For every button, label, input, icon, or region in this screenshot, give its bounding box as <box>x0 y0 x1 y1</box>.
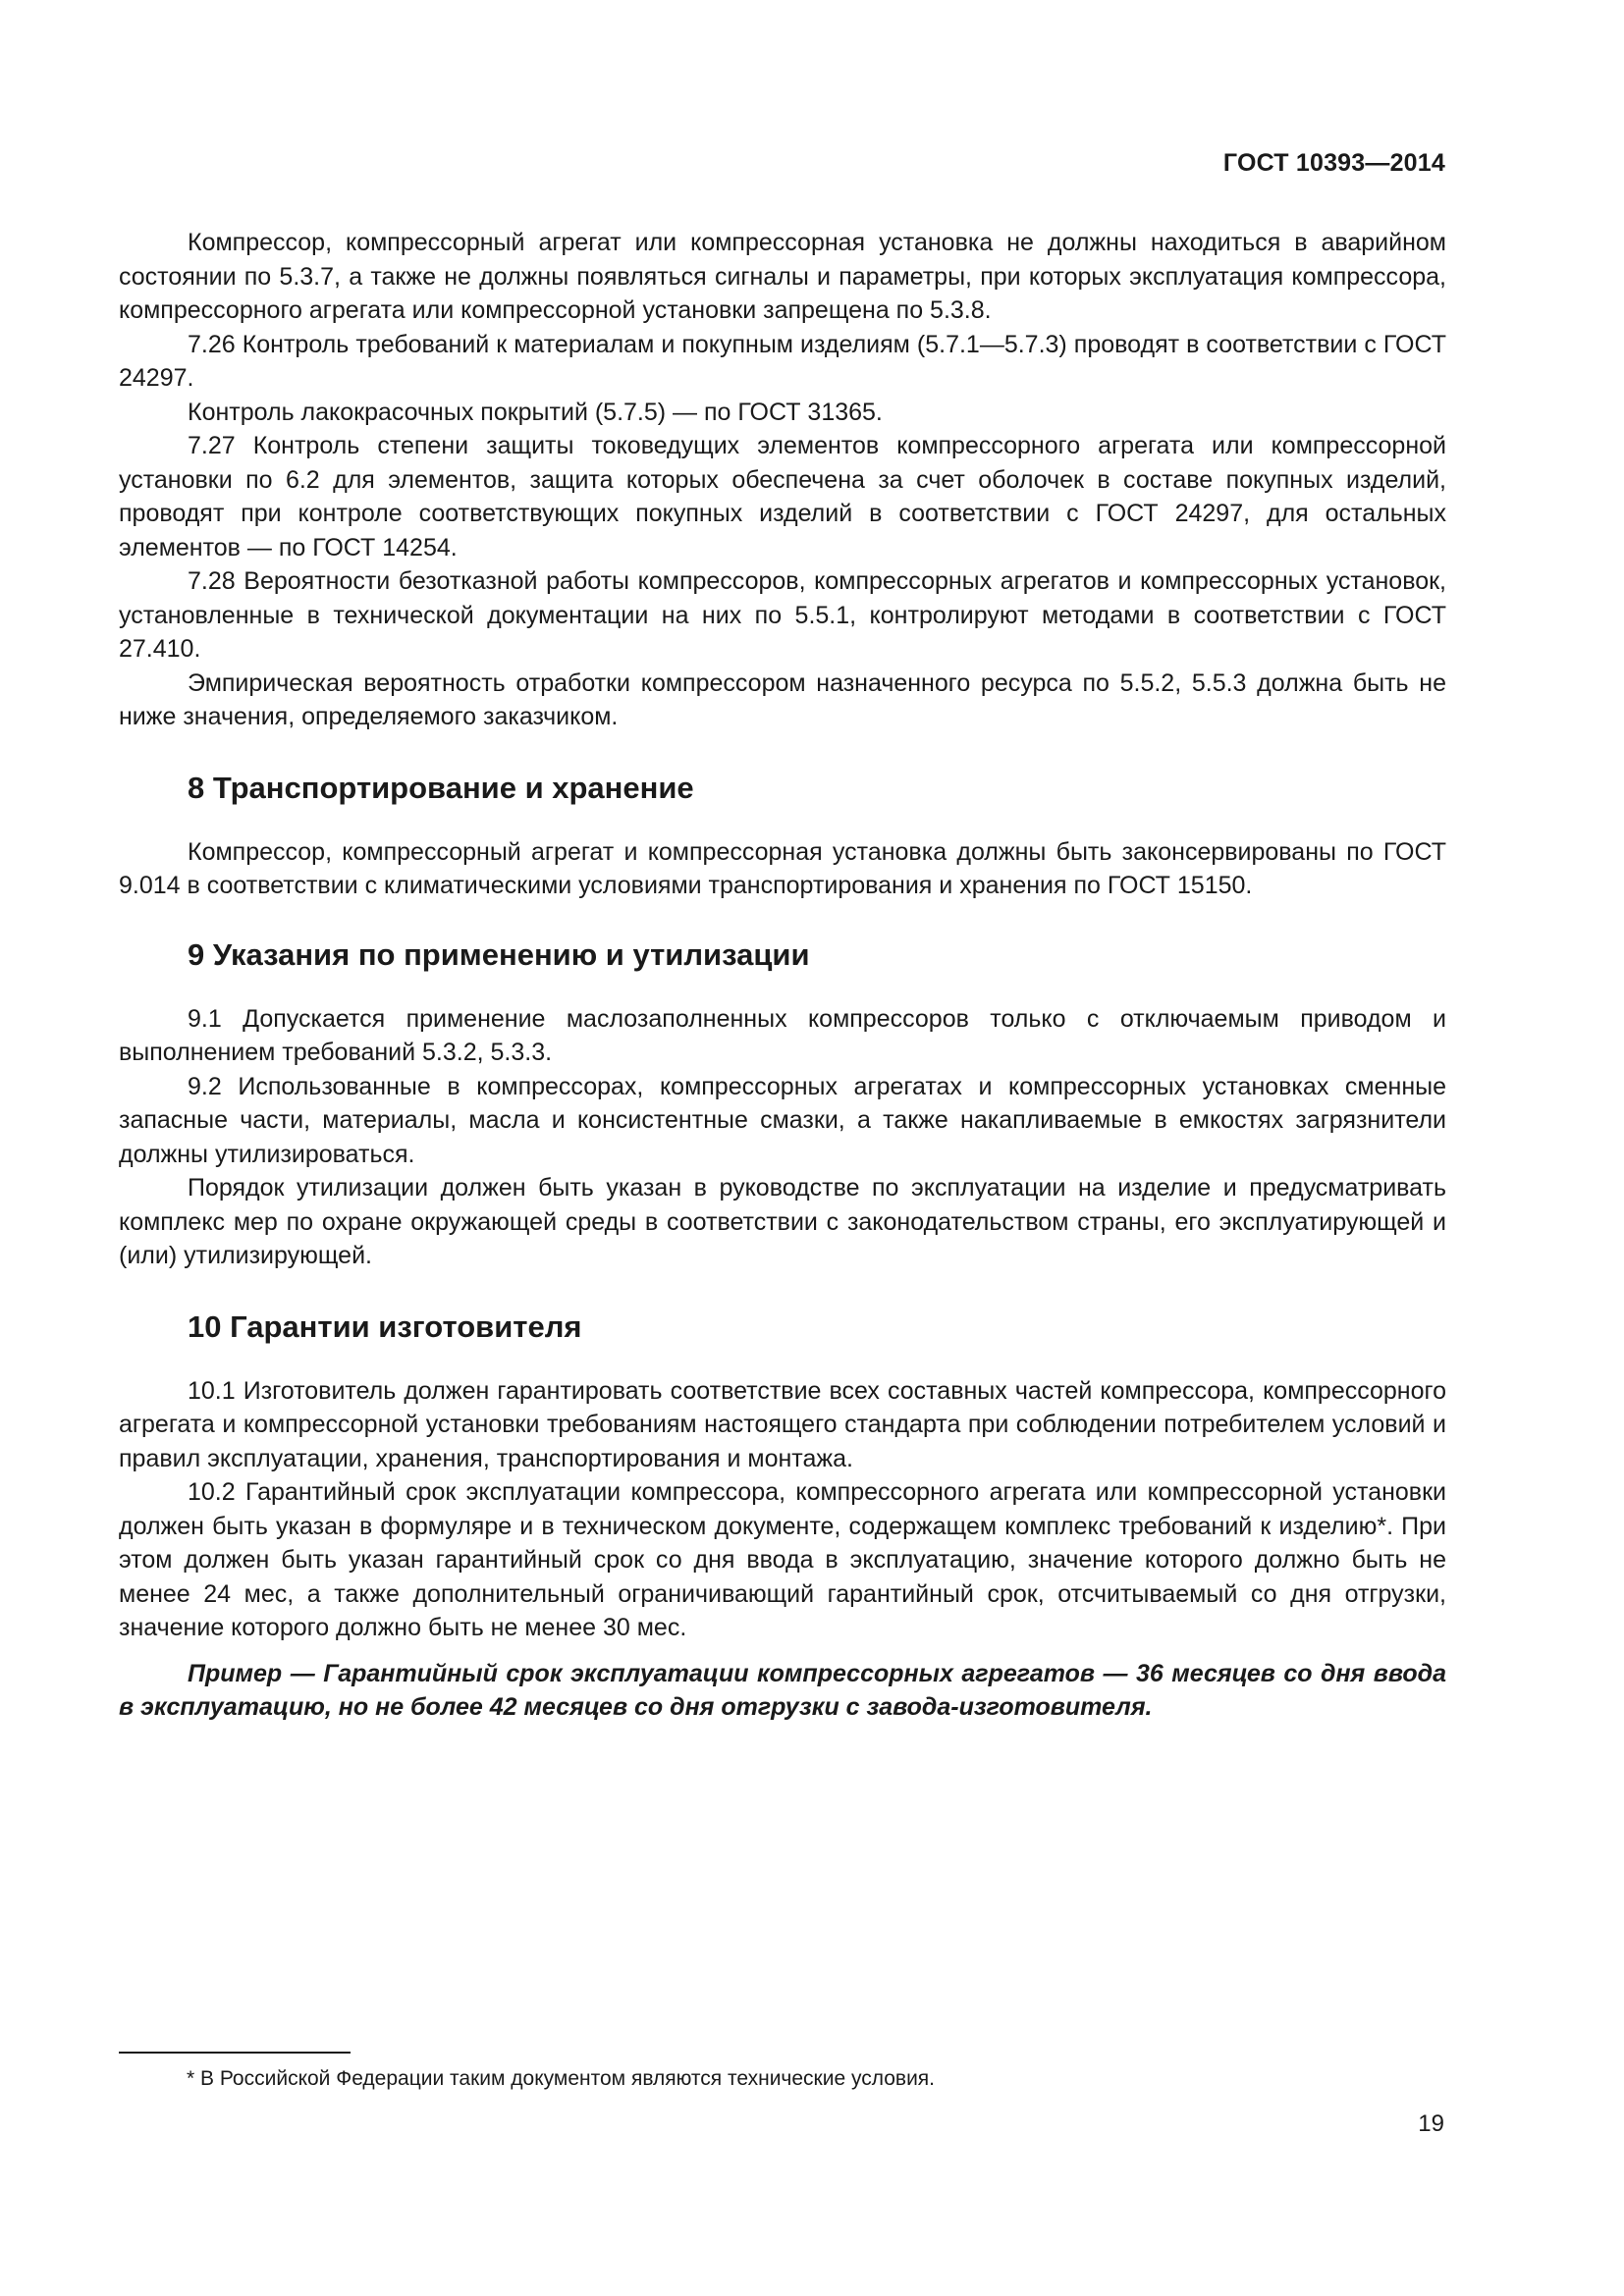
paragraph: 9.1 Допускается применение маслозаполненных компрессоров только с отключаемым приводом и выполнением требований 5.3.2, 5.3.3. <box>119 1004 1446 1066</box>
footnote: * В Российской Федерации таким документом являются технические условия. <box>187 2067 936 2090</box>
footnote-divider <box>119 2052 351 2054</box>
paragraph: 10.2 Гарантийный срок эксплуатации компрессора, компрессорного агрегата или компрессорной установки должен быть указан в формуляре и в техническом документе, содержащем комплекс требований к изделию*. При этом должен быть указан гарантийный срок со дня ввода в эксплуатацию, значение которого должно быть не менее 24 мес, а также дополнительный ограничивающий гарантийный срок, отсчитываемый со дня отгрузки, значение которого должно быть не менее 30 мес. <box>119 1478 1446 1641</box>
section-heading-10: 10 Гарантии изготовителя <box>188 1308 582 1344</box>
paragraph: 7.26 Контроль требований к материалам и покупным изделиям (5.7.1—5.7.3) проводят в соответствии с ГОСТ 24297. <box>119 330 1446 392</box>
paragraph: Компрессор, компрессорный агрегат и компрессорная установка должны быть законсервированы по ГОСТ 9.014 в соответствии с климатическими условиями транспортирования и хранения по ГОСТ 15150. <box>119 837 1446 899</box>
example-note: Пример — Гарантийный срок эксплуатации компрессорных агрегатов — 36 месяцев со дня ввода в эксплуатацию, но не более 42 месяцев со дня отгрузки с завода-изготовителя. <box>119 1659 1446 1721</box>
section-heading-8: 8 Транспортирование и хранение <box>188 770 694 805</box>
section-heading-9: 9 Указания по применению и утилизации <box>188 936 810 972</box>
paragraph: Порядок утилизации должен быть указан в руководстве по эксплуатации на изделие и предусматривать комплекс мер по охране окружающей среды в соответствии с законодательством страны, его эксплуатирующей и (или) утилизирующей. <box>119 1174 1446 1269</box>
paragraph: 7.27 Контроль степени защиты токоведущих элементов компрессорного агрегата или компрессорной установки по 6.2 для элементов, защита которых обеспечена за счет оболочек в составе покупных изделий, проводят при контроле соответствующих покупных изделий в соответствии с ГОСТ 24297, для остальных элементов — по ГОСТ 14254. <box>119 432 1446 561</box>
paragraph: 7.28 Вероятности безотказной работы компрессоров, компрессорных агрегатов и компрессорных установок, установленные в технической документации на них по 5.5.1, контролируют методами в соответствии с ГОСТ 27.410. <box>119 567 1446 663</box>
paragraph: Компрессор, компрессорный агрегат или компрессорная установка не должны находиться в аварийном состоянии по 5.3.7, а также не должны появляться сигналы и параметры, при которых эксплуатация компрессора, компрессорного агрегата или компрессорной установки запрещена по 5.3.8. <box>119 229 1446 324</box>
paragraph: 10.1 Изготовитель должен гарантировать соответствие всех составных частей компрессора, компрессорного агрегата и компрессорной установки требованиям настоящего стандарта при соблюдении потребителем условий и правил эксплуатации, хранения, транспортирования и монтажа. <box>119 1376 1446 1472</box>
document-code: ГОСТ 10393—2014 <box>1222 149 1445 177</box>
paragraph: Контроль лакокрасочных покрытий (5.7.5) — по ГОСТ 31365. <box>188 398 883 426</box>
document-body <box>119 226 1446 1725</box>
paragraph: 9.2 Использованные в компрессорах, компрессорных агрегатах и компрессорных установках сменные запасные части, материалы, масла и консистентные смазки, а также накапливаемые в емкостях загрязнители должны утилизироваться. <box>119 1072 1446 1168</box>
page-number: 19 <box>1418 2110 1444 2137</box>
paragraph: Эмпирическая вероятность отработки компрессором назначенного ресурса по 5.5.2, 5.5.3 должна быть не ниже значения, определяемого заказчиком. <box>119 668 1446 730</box>
